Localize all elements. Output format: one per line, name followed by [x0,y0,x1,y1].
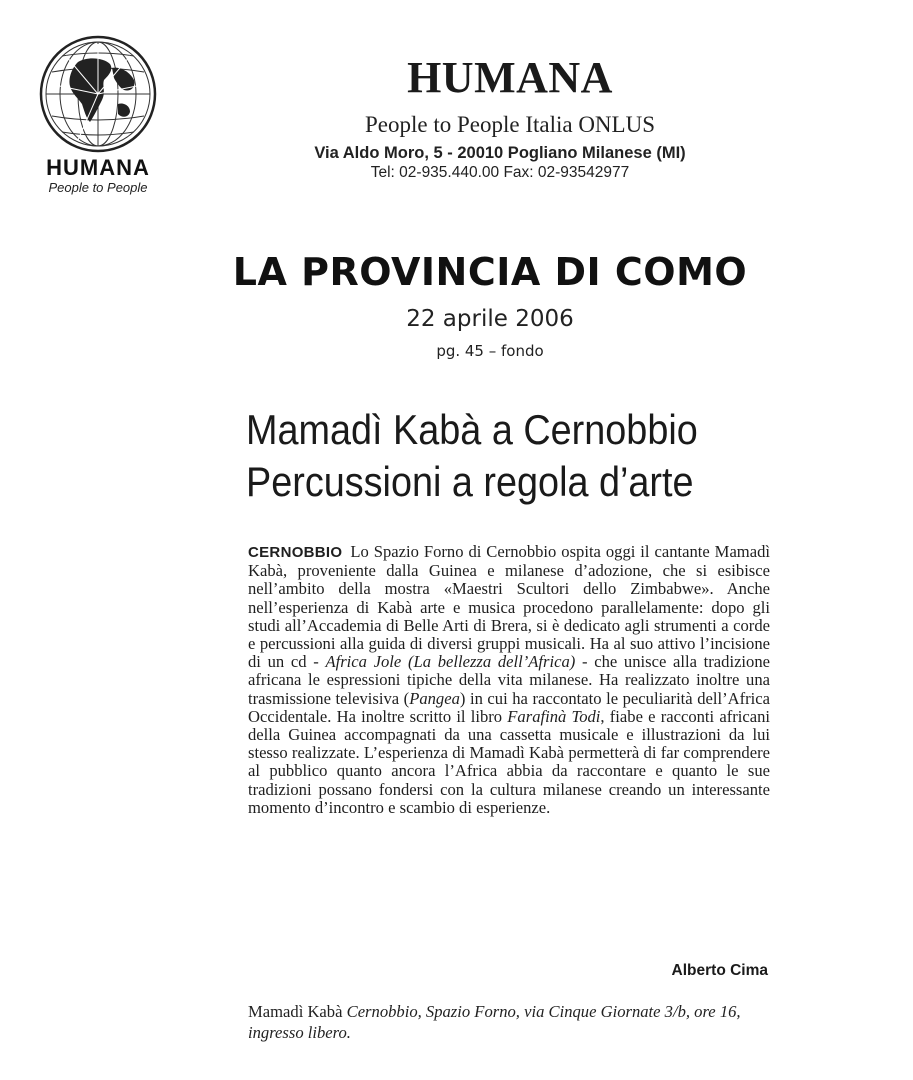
article-author: Alberto Cima [671,962,768,979]
logo-tagline: People to People [48,180,148,195]
newspaper-date: 22 aprile 2006 [406,306,574,332]
body-part-3: ) in cui ha raccontato le peculiarità dell’Africa Occidentale. Ha inoltre scritto il libro [248,688,770,726]
event-info-details: Cernobbio, Spazio Forno, via Cinque Giornate 3/b, ore 16, ingresso libero. [248,1002,741,1042]
organization-subtitle: People to People Italia ONLUS [364,112,655,137]
organization-contacts: Tel: 02-935.440.00 Fax: 02-93542977 [370,164,630,181]
organization-address: Via Aldo Moro, 5 - 20010 Pogliano Milanese (MI) [314,144,686,162]
cd-title: Africa Jole [325,652,402,672]
body-part-1: Lo Spazio Forno di Cernobbio ospita oggi il cantante Mamadì Kabà, proveniente dalla Guinea e milanese d’adozione, che si esibisce nell’ambito della mostra «Maestri Scultori dello Zimbabwe». Anche nell’esperienza di Kabà arte e musica procedono parallelamente: dopo gli studi all’Accademia di Belle Arti di Brera, si è dedicato agli strumenti a corde e percussioni alla guida di diversi gruppi musicali. Ha al suo attivo l’incisione di un cd - [248,542,770,672]
newspaper-name: LA PROVINCIA DI COMO [232,250,748,294]
book-title: Farafinà Todi [507,706,601,726]
event-info-name: Mamadì Kabà [248,1002,343,1021]
newspaper-page: pg. 45 – fondo [436,342,544,360]
organization-name: HUMANA [407,53,613,102]
article-dateline: CERNOBBIO [248,544,343,561]
event-info [248,1001,758,1043]
globe-icon [38,34,158,154]
tv-title: Pangea [409,688,460,708]
headline-line-1: Mamadì Kabà a Cernobbio [246,406,698,453]
body-part-4: , fiabe e racconti africani della Guinea accompagnati da una cassetta musicale e illustrazioni da lui stesso realizzate. L’esperienza di Mamadì Kabà permetterà di far comprendere al pubblico quanto ancora l’Africa abbia da raccontare e quanto le sue tradizioni possano fondersi con la cultura milanese creando un interessante momento d’incontro e scambio di esperienze. [248,706,771,817]
article-headline [246,404,750,508]
body-part-2: - che unisce alla tradizione africana le espressioni tipiche della vita milanese. Ha realizzato inoltre una trasmissione televisiva ( [248,652,770,708]
headline-line-2: Percussioni a regola d’arte [246,458,694,505]
logo-wordmark: HUMANA [46,155,150,180]
article-body [248,543,770,817]
cd-subtitle: (La bellezza dell’Africa) [407,652,576,672]
